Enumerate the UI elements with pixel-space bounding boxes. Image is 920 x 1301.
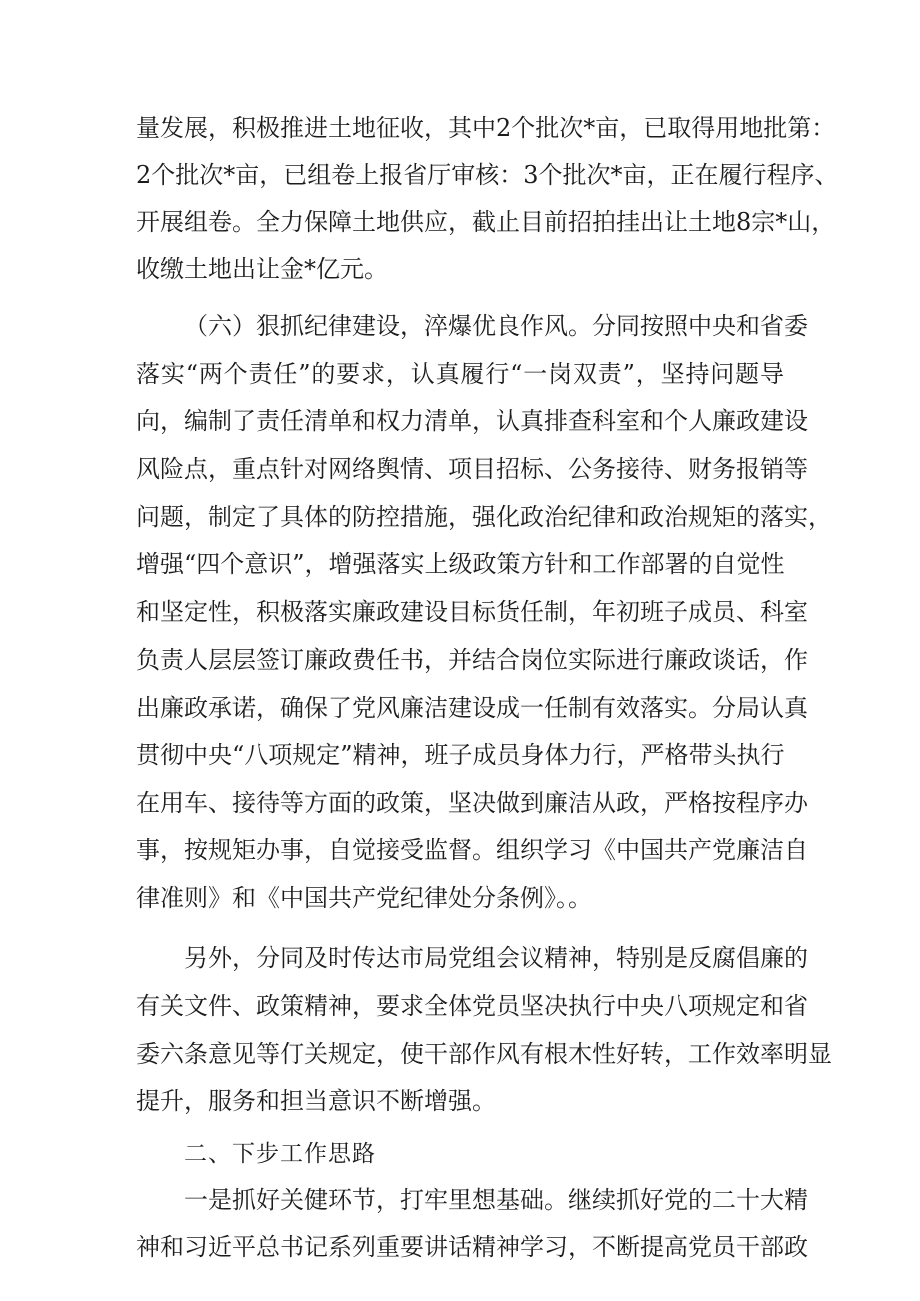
text-line [0,104,920,152]
text-line-content: 出廉政承诺，确保了党风廉洁建设成一任制有效落实。分局认真 [136,694,808,722]
text-line-content: 事，按规矩办事，自觉接受监督。组织学习《中国共产党廉洁自 [136,836,808,864]
text-line [0,350,920,398]
section-two-first-line: 一是抓好关健环节，打牢里想基础。继续抓好党的二十大精 [184,1186,808,1214]
text-line [0,198,920,246]
text-line [0,684,920,732]
text-line [0,1223,920,1271]
text-line-content: 风险点，重点针对网络舆情、项目招标、公务接待、财务报销等 [136,455,808,483]
text-line [0,826,920,874]
text-line [0,540,920,588]
text-line [0,397,920,445]
text-line-content: 开展组卷。全力保障土地供应，截止目前招拍挂出让土地8宗*山， [136,208,836,236]
text-line-content: 负责人层层签订廉政费任书，并结合岗位实际进行廉政谈话，作 [136,646,808,674]
text-line-content: 和坚定性，积极落实廉政建设目标货任制，年初班子成员、科室 [136,598,808,626]
text-line-content: 委六条意见等仃关规定，使干部作风有根木性好转，工作效率明显 [136,1040,832,1068]
paragraph-additional-first-line: 另外，分同及时传达市局党组会议精神，特别是反腐倡廉的 [184,944,808,972]
text-line [0,874,920,922]
section-heading [0,1130,920,1178]
text-line-content: 贯彻中央“八项规定”精神，班子成员身体力行，严格带头执行 [136,741,785,769]
text-line [0,588,920,636]
section-two-heading: 二、下步工作思路 [184,1141,376,1167]
text-line-content: 增强“四个意识”，增强落实上级政策方针和工作部署的自觉性 [136,550,785,578]
text-line-content: 收缴土地出让金*亿元。 [136,255,388,283]
text-line [0,245,920,293]
text-line [0,1030,920,1078]
text-line [0,302,920,350]
text-line-content: 落实“两个责任”的要求，认真履行“一岗双责”，坚持问题导 [136,360,784,388]
text-line [0,731,920,779]
text-line-content: 2个批次*亩，已组卷上报省厅审核：3个批次*亩，正在履行程序、 [136,161,839,189]
text-line [0,151,920,199]
paragraph-six-first-line: （六）狠抓纪律建设，淬爆优良作风。分同按照中央和省委 [184,312,808,340]
text-line-content: 律准则》和《中国共产党纪律处分条例》。。 [136,884,592,912]
text-line-content: 问题，制定了具体的防控措施，强化政治纪律和政治规矩的落实， [136,503,832,531]
text-line [0,1176,920,1224]
text-line [0,1077,920,1125]
text-line-content: 提升，服务和担当意识不断增强。 [136,1087,496,1115]
text-line-content: 神和习近平总书记系列重要讲话精神学习，不断提高党员干部政 [136,1233,808,1261]
text-line-content: 向，编制了责任清单和权力清单，认真排查科室和个人廉政建设 [136,407,808,435]
text-line [0,779,920,827]
text-line [0,493,920,541]
text-line [0,445,920,493]
text-line-content: 在用车、接待等方面的政策，坚决做到廉洁从政，严格按程序办 [136,789,808,817]
text-line [0,982,920,1030]
text-line [0,934,920,982]
text-line-content: 量发展，积极推进土地征收，其中2个批次*亩，已取得用地批第： [136,114,836,142]
text-line-content: 有关文件、政策精神，要求全体党员坚决执行中央八项规定和省 [136,992,808,1020]
text-line [0,636,920,684]
